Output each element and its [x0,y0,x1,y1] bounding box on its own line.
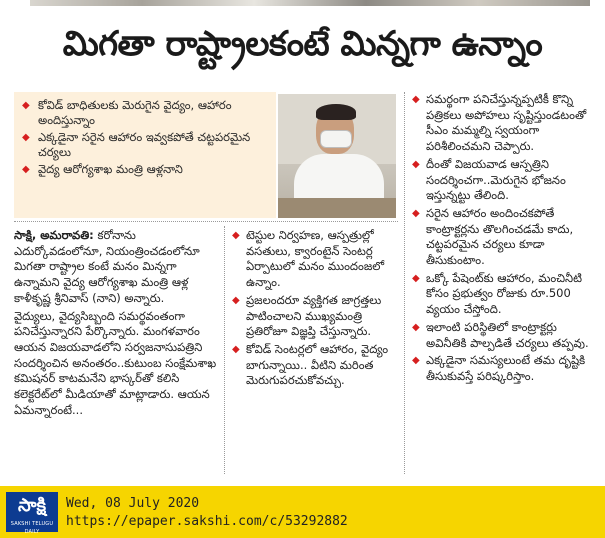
highlight-text: కోవిడ్ బాధితులకు మెరుగైన వైద్యం, ఆహారం అందిస్తున్నాం [38,98,232,127]
bullet-icon: ◆ [22,164,30,175]
bullet-icon: ◆ [412,94,420,105]
article-bullet [412,320,598,351]
article-bullet [412,271,598,318]
minister-photo [278,94,396,218]
epaper-link[interactable]: https://epaper.sakshi.com/c/53292882 [66,514,348,529]
bullet-icon: ◆ [22,100,30,111]
article-bullet [232,293,398,340]
column-divider [224,226,225,474]
article-text: కరోనాను ఎదుర్కోవడంలోనూ, నియంత్రించడంలోనూ మిగతా రాష్ట్రాల కంటే మనం మిన్నగా ఉన్నామని వైద్య ఆరోగ్యశాఖ మంత్రి ఆళ్ల కాళీకృష్ణ శ్రీనివాస్ (నాని) అన్నారు. [14,228,200,305]
face-mask [320,130,352,148]
bullet-icon: ◆ [412,272,420,284]
article-bullet [412,92,598,155]
bullet-icon: ◆ [232,230,240,241]
headline: మిగతా రాష్ట్రాలకంటే మిన్నగా ఉన్నాం [62,24,543,64]
article-text: కోవిడ్ సెంటర్లలో ఆహారం, వైద్యం బాగున్నాయి.. వీటిని మరింత మెరుగుపరచుకోవచ్చు. [246,341,389,388]
bullet-icon: ◆ [22,132,30,143]
previous-photo-edge [30,0,590,6]
bullet-icon: ◆ [412,355,420,367]
highlight-item [22,130,270,160]
highlight-text: ఎక్కడైనా సరైన ఆహారం ఇవ్వకపోతే చట్టపరమైన చర్యలు [38,130,251,159]
photo-desk [278,198,396,218]
highlights-box [14,92,276,218]
article-column-2 [232,228,398,391]
logo-wordmark: సాక్షి [18,495,46,516]
highlight-item [22,98,270,128]
article-text: ఇలాంటి పరిస్థితిలో కాంట్రాక్టర్లు అవినీతికి పాల్పడితే చర్యలు తప్పవు. [426,319,589,350]
article-text: ఒక్కో పేషెంట్‌కు ఆహారం, మంచినీటి కోసం ప్రభుత్వం రోజుకు రూ.500 వ్యయం చేస్తోంది. [426,270,582,317]
bullet-icon: ◆ [232,343,240,355]
bullet-icon: ◆ [412,158,420,170]
article-paragraph [14,228,218,307]
article-bullet [232,342,398,389]
article-bullet [412,157,598,204]
article-text: దీంతో విజయవాడ ఆస్పత్రిని సందర్శించగా..మెరుగైన భోజనం ఇస్తున్నట్టు తేలింది. [426,156,566,203]
dateline: సాక్షి, అమరావతి: [14,228,94,242]
sakshi-logo[interactable] [6,492,58,535]
article-column-1 [14,228,218,420]
photo-person-hair [316,104,356,120]
bullet-icon: ◆ [412,207,420,219]
article-bullet [232,228,398,291]
article-column-3 [412,92,598,387]
article-text: ఎక్కడైనా సమస్యలుంటే తమ దృష్టికి తీసుకువస్తే పరిష్కరిస్తాం. [426,353,586,383]
highlight-item [22,162,270,177]
logo-tagline: SAKSHI TELUGU DAILY [10,521,54,535]
article-text: టెస్టుల నిర్వహణ, ఆస్పత్రుల్లో వసతులు, క్వారంటైన్ సెంటర్ల ఏర్పాటులో మనం ముందంజలో ఉన్నాం. [246,228,385,290]
article-text: ప్రజలందరూ వ్యక్తిగత జాగ్రత్తలు పాటించాలని ముఖ్యమంత్రి ప్రతిరోజూ విజ్ఞప్తి చేస్తున్నారు. [246,292,382,339]
article-text: సమర్థంగా పనిచేస్తున్నప్పటికీ కొన్ని పత్రికలు అపోహలు సృష్టిస్తుండటంతో సీఎం మమ్మల్ని స్వయంగా పరిశీలించమని చెప్పారు. [426,92,587,154]
column-divider [404,92,405,474]
article-text: సరైన ఆహారం అందించకపోతే కాంట్రాక్టర్లను తొలగించడమే కాదు, చట్టపరమైన చర్యలు కూడా తీసుకుంటాం. [426,205,574,268]
top-photo-strip [0,0,605,10]
article-bullet [412,206,598,269]
highlight-text: వైద్య ఆరోగ్యశాఖ మంత్రి ఆళ్లనాని [38,162,183,176]
horizontal-divider [14,221,398,222]
bullet-icon: ◆ [412,321,420,333]
bullet-icon: ◆ [232,294,240,306]
edition-date: Wed, 08 July 2020 [66,496,200,511]
article-bullet [412,353,598,384]
article-paragraph: వైద్యులు, వైద్యసిబ్బంది సమర్థవంతంగా పనిచేస్తున్నారని పేర్కొన్నారు. మంగళవారం ఆయన విజయవాడలోని సర్వజనాసుపత్రిని సందర్శించిన అనంతరం..కుటుంబ సంక్షేమశాఖ కమిషనర్ కాటమనేని భాస్కర్‌తో కలిసి కలెక్టరేట్‌లో మీడియాతో మాట్లాడారు. ఆయన ఏమన్నారంటే... [14,308,217,417]
footer-bar [0,486,605,538]
